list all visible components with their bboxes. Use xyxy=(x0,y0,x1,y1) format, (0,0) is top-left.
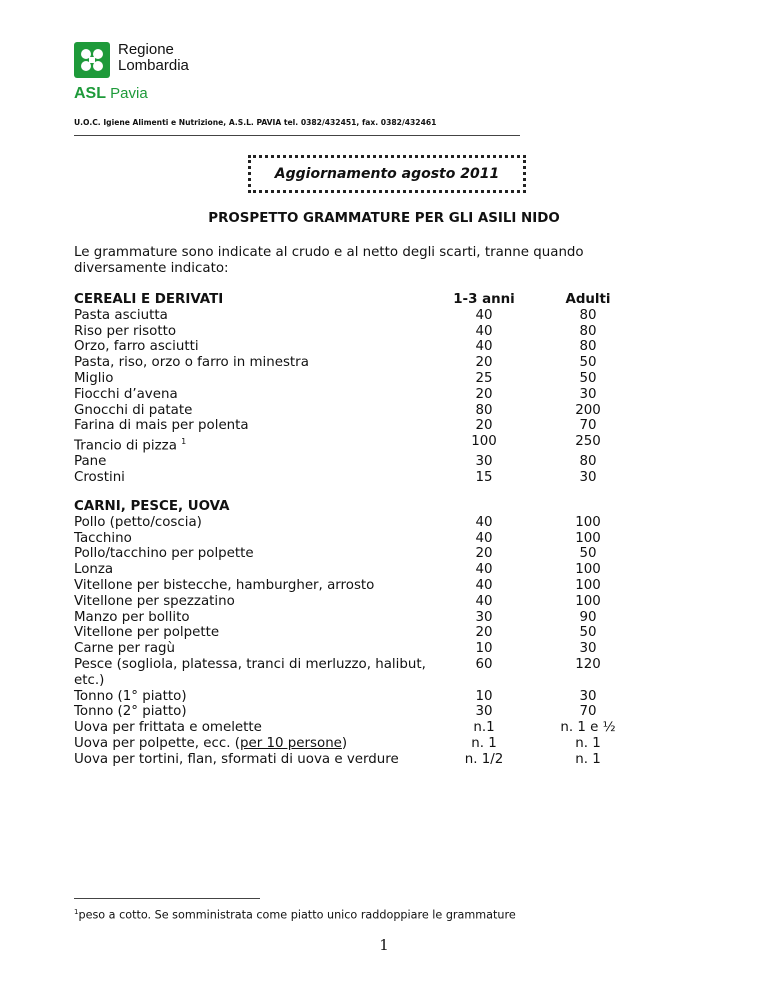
value-adults: 30 xyxy=(579,470,597,486)
item-name-text: Tonno (1° piatto) xyxy=(74,688,187,704)
item-name xyxy=(74,324,434,340)
value-children: n. 1/2 xyxy=(464,751,504,767)
item-name-text: Pasta asciutta xyxy=(74,307,168,323)
update-label: Aggiornamento agosto 2011 xyxy=(274,166,500,182)
asl-label xyxy=(74,85,148,103)
value-children: 40 xyxy=(475,339,493,355)
table-row xyxy=(74,355,628,371)
regione-lombardia-logo xyxy=(74,42,110,78)
value-children: 40 xyxy=(475,307,493,323)
item-name xyxy=(74,641,434,657)
value-children: 25 xyxy=(475,370,493,386)
value-children: 20 xyxy=(475,386,493,402)
value-adults: 30 xyxy=(579,386,597,402)
item-name xyxy=(74,562,434,578)
value-children: 20 xyxy=(475,546,493,562)
value-adults: 80 xyxy=(579,454,597,470)
item-name xyxy=(74,371,434,387)
item-name-text: Crostini xyxy=(74,470,125,486)
col-header-adults: Adulti xyxy=(565,292,611,307)
item-name-text: Tonno (2° piatto) xyxy=(74,704,187,720)
col-header-children: 1-3 anni xyxy=(453,292,515,307)
table-row xyxy=(74,673,628,689)
value-adults: 250 xyxy=(575,434,601,450)
item-name-text: Gnocchi di patate xyxy=(74,402,193,418)
footnote xyxy=(74,908,516,922)
table-row xyxy=(74,736,628,752)
item-name-text: Miglio xyxy=(74,370,114,386)
item-name-text: Vitellone per bistecche, hamburgher, arrosto xyxy=(74,577,375,593)
value-children: 30 xyxy=(475,609,493,625)
value-adults: n. 1 xyxy=(575,735,601,751)
item-name-text: Pollo (petto/coscia) xyxy=(74,514,202,530)
table-row xyxy=(74,657,628,673)
value-children: 40 xyxy=(475,530,493,546)
value-children: 20 xyxy=(475,418,493,434)
item-name xyxy=(74,387,434,403)
table-row xyxy=(74,371,628,387)
value-adults: 200 xyxy=(575,402,601,418)
asl-text: ASL xyxy=(74,85,106,102)
value-children: 80 xyxy=(475,402,493,418)
value-adults: 100 xyxy=(575,577,601,593)
value-adults: 100 xyxy=(575,530,601,546)
item-name xyxy=(74,531,434,547)
table-header-row xyxy=(74,292,628,308)
item-name-text: Manzo per bollito xyxy=(74,609,190,625)
org-line-2: Lombardia xyxy=(118,57,189,74)
item-name xyxy=(74,339,434,355)
table-row xyxy=(74,403,628,419)
value-adults: 50 xyxy=(579,625,597,641)
table-header-row xyxy=(74,499,628,515)
table-row xyxy=(74,515,628,531)
table-row xyxy=(74,434,628,454)
org-line-1: Regione xyxy=(118,41,174,58)
item-name-text: Trancio di pizza xyxy=(74,438,177,454)
value-adults: 100 xyxy=(575,562,601,578)
page-number: 1 xyxy=(379,936,389,954)
value-adults: 120 xyxy=(575,656,601,672)
value-children: n.1 xyxy=(473,720,495,736)
asl-city: Pavia xyxy=(110,85,148,102)
value-children: 60 xyxy=(475,656,493,672)
value-adults: 80 xyxy=(579,307,597,323)
cereals-table xyxy=(74,292,628,486)
value-adults: 70 xyxy=(579,704,597,720)
table-row xyxy=(74,689,628,705)
footnote-divider xyxy=(74,898,260,899)
table-row xyxy=(74,470,628,486)
footnote-mark: 1 xyxy=(74,908,79,916)
value-adults: 90 xyxy=(579,609,597,625)
value-children: n. 1 xyxy=(471,735,497,751)
intro-text: Le grammature sono indicate al crudo e al netto degli scarti, tranne quando diversamente indicato: xyxy=(74,245,584,276)
item-name xyxy=(74,704,434,720)
value-adults: 30 xyxy=(579,688,597,704)
item-name xyxy=(74,610,434,626)
value-children: 10 xyxy=(475,641,493,657)
item-name-text: Orzo, farro asciutti xyxy=(74,339,199,355)
item-name xyxy=(74,403,434,419)
item-name-text: Vitellone per polpette xyxy=(74,625,220,641)
item-name-text: Carne per ragù xyxy=(74,641,176,657)
item-name xyxy=(74,752,434,768)
footnote-ref: 1 xyxy=(181,437,187,447)
item-name xyxy=(74,689,434,705)
table-row xyxy=(74,324,628,340)
value-children: 20 xyxy=(475,625,493,641)
value-children: 40 xyxy=(475,577,493,593)
item-name xyxy=(74,546,434,562)
value-adults: 50 xyxy=(579,546,597,562)
item-name xyxy=(74,418,434,434)
table-row xyxy=(74,546,628,562)
value-adults: n. 1 xyxy=(575,751,601,767)
value-adults: 70 xyxy=(579,418,597,434)
table-row xyxy=(74,578,628,594)
value-adults: 80 xyxy=(579,323,597,339)
value-adults: 100 xyxy=(575,514,601,530)
item-name xyxy=(74,594,434,610)
item-name xyxy=(74,736,434,752)
section-heading: CEREALI E DERIVATI xyxy=(74,292,224,307)
value-children: 15 xyxy=(475,470,493,486)
value-children: 30 xyxy=(475,454,493,470)
item-name-text: Tacchino xyxy=(74,530,132,546)
item-name-text: Uova per tortini, flan, sformati di uova e verdure xyxy=(74,751,399,767)
item-name xyxy=(74,657,434,673)
value-children: 30 xyxy=(475,704,493,720)
item-name xyxy=(74,308,434,324)
contact-line: U.O.C. Igiene Alimenti e Nutrizione, A.S.L. PAVIA tel. 0382/432451, fax. 0382/432461 xyxy=(74,118,437,127)
value-adults: n. 1 e ½ xyxy=(560,720,616,736)
item-name-text: Lonza xyxy=(74,562,114,578)
document-title: PROSPETTO GRAMMATURE PER GLI ASILI NIDO xyxy=(208,211,560,226)
item-name-text: Pasta, riso, orzo o farro in minestra xyxy=(74,355,309,371)
value-children: 100 xyxy=(471,434,497,450)
item-name xyxy=(74,355,434,371)
item-name xyxy=(74,470,434,486)
item-name-text: Pollo/tacchino per polpette xyxy=(74,546,254,562)
table-row xyxy=(74,562,628,578)
meat-fish-eggs-table xyxy=(74,499,628,768)
table-row xyxy=(74,308,628,324)
item-name xyxy=(74,515,434,531)
org-name xyxy=(118,42,189,74)
table-row xyxy=(74,594,628,610)
table-row xyxy=(74,720,628,736)
item-name xyxy=(74,578,434,594)
item-name-text: Fiocchi d’avena xyxy=(74,386,178,402)
value-adults: 30 xyxy=(579,641,597,657)
value-adults xyxy=(548,673,628,689)
table-row xyxy=(74,625,628,641)
value-adults: 50 xyxy=(579,355,597,371)
value-adults: 50 xyxy=(579,370,597,386)
value-children xyxy=(434,673,534,689)
item-name xyxy=(74,625,434,641)
value-children: 10 xyxy=(475,688,493,704)
table-row xyxy=(74,641,628,657)
footnote-text: peso a cotto. Se somministrata come piatto unico raddoppiare le grammature xyxy=(78,908,516,922)
table-row xyxy=(74,418,628,434)
table-row xyxy=(74,339,628,355)
item-name-text: etc.) xyxy=(74,672,105,688)
item-name xyxy=(74,673,434,689)
value-children: 20 xyxy=(475,355,493,371)
value-adults: 80 xyxy=(579,339,597,355)
item-name xyxy=(74,434,434,454)
header-divider xyxy=(74,135,520,136)
table-row xyxy=(74,454,628,470)
item-name-text: Pesce (sogliola, platessa, tranci di merluzzo, halibut, xyxy=(74,656,426,672)
value-children: 40 xyxy=(475,593,493,609)
item-name-text: Vitellone per spezzatino xyxy=(74,593,235,609)
item-name-text: Uova per polpette, ecc. ( xyxy=(74,735,240,751)
table-row xyxy=(74,610,628,626)
close-paren: ) xyxy=(341,735,348,751)
update-box xyxy=(248,155,526,193)
item-name-text: Pane xyxy=(74,454,107,470)
table-row xyxy=(74,531,628,547)
value-children: 40 xyxy=(475,562,493,578)
value-children: 40 xyxy=(475,323,493,339)
item-name xyxy=(74,720,434,736)
item-name xyxy=(74,454,434,470)
table-row xyxy=(74,752,628,768)
table-row xyxy=(74,387,628,403)
underlined-note: per 10 persone xyxy=(239,735,342,751)
value-adults: 100 xyxy=(575,593,601,609)
item-name-text: Uova per frittata e omelette xyxy=(74,720,262,736)
section-heading: CARNI, PESCE, UOVA xyxy=(74,499,230,514)
item-name-text: Riso per risotto xyxy=(74,323,177,339)
table-row xyxy=(74,704,628,720)
item-name-text: Farina di mais per polenta xyxy=(74,418,249,434)
value-children: 40 xyxy=(475,514,493,530)
